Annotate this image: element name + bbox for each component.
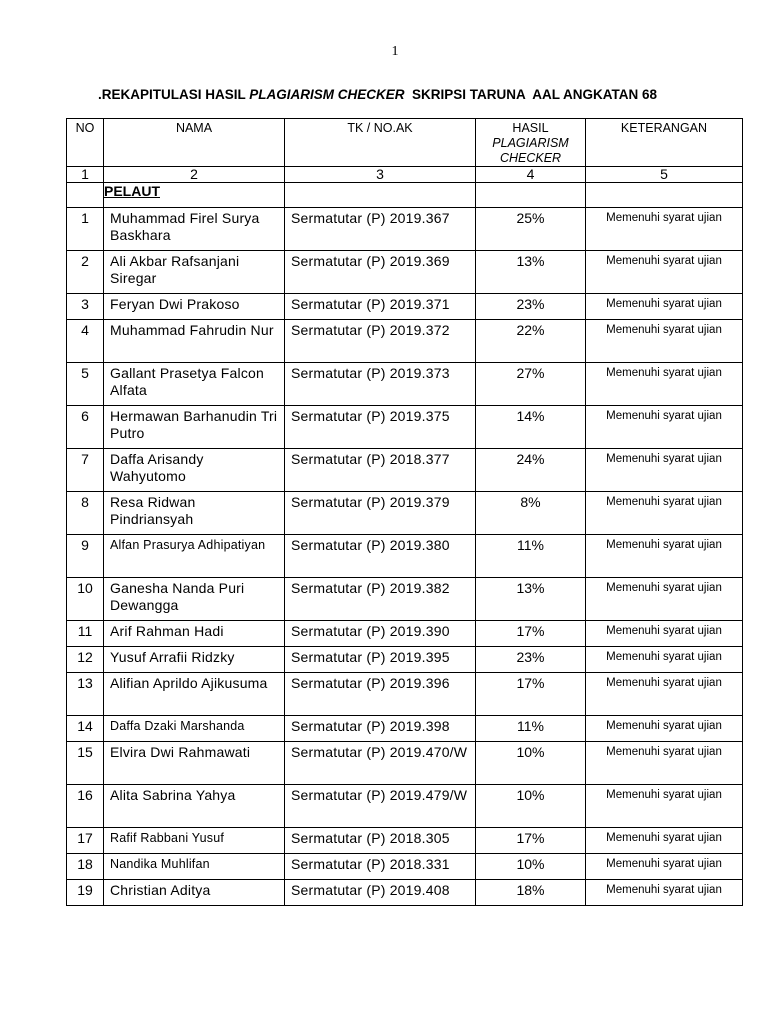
row-hasil: 13% (476, 578, 586, 621)
row-hasil: 10% (476, 785, 586, 828)
row-keterangan: Memenuhi syarat ujian (586, 449, 743, 492)
row-keterangan: Memenuhi syarat ujian (586, 208, 743, 251)
title-suffix: SKRIPSI TARUNA AAL ANGKATAN 68 (404, 87, 658, 102)
row-hasil: 18% (476, 880, 586, 906)
row-hasil: 11% (476, 535, 586, 578)
table-row (67, 854, 743, 880)
header-hasil-line3: CHECKER (499, 151, 562, 165)
column-index: 4 (476, 167, 586, 183)
table-row (67, 716, 743, 742)
row-number: 2 (67, 251, 104, 294)
row-tk-noak: Sermatutar (P) 2018.377 (285, 449, 476, 492)
table-row (67, 294, 743, 320)
row-tk-noak: Sermatutar (P) 2019.382 (285, 578, 476, 621)
row-nama: Christian Aditya (104, 880, 285, 906)
table-row (67, 578, 743, 621)
row-number: 8 (67, 492, 104, 535)
table-header-row (67, 119, 743, 167)
row-hasil: 10% (476, 854, 586, 880)
row-tk-noak: Sermatutar (P) 2019.408 (285, 880, 476, 906)
page-number: 1 (391, 44, 399, 59)
header-nama: NAMA (104, 119, 285, 167)
row-nama: Gallant Prasetya Falcon Alfata (104, 363, 285, 406)
row-nama: Ganesha Nanda Puri Dewangga (104, 578, 285, 621)
row-nama: Ali Akbar Rafsanjani Siregar (104, 251, 285, 294)
row-number: 7 (67, 449, 104, 492)
column-index: 3 (285, 167, 476, 183)
row-keterangan: Memenuhi syarat ujian (586, 880, 743, 906)
table-row (67, 449, 743, 492)
table-row (67, 320, 743, 363)
row-tk-noak: Sermatutar (P) 2019.372 (285, 320, 476, 363)
row-hasil: 11% (476, 716, 586, 742)
row-tk-noak: Sermatutar (P) 2019.396 (285, 673, 476, 716)
row-keterangan: Memenuhi syarat ujian (586, 578, 743, 621)
section-empty-cell (586, 183, 743, 208)
row-hasil: 13% (476, 251, 586, 294)
table-row (67, 828, 743, 854)
recap-table (66, 118, 743, 906)
section-label: PELAUT (104, 183, 285, 208)
row-number: 15 (67, 742, 104, 785)
table-row (67, 251, 743, 294)
row-tk-noak: Sermatutar (P) 2018.331 (285, 854, 476, 880)
row-number: 16 (67, 785, 104, 828)
table-row (67, 673, 743, 716)
row-hasil: 10% (476, 742, 586, 785)
row-nama: Resa Ridwan Pindriansyah (104, 492, 285, 535)
row-number: 1 (67, 208, 104, 251)
row-nama: Feryan Dwi Prakoso (104, 294, 285, 320)
row-nama: Alfan Prasurya Adhipatiyan (104, 535, 285, 578)
row-keterangan: Memenuhi syarat ujian (586, 320, 743, 363)
row-keterangan: Memenuhi syarat ujian (586, 828, 743, 854)
table-row (67, 363, 743, 406)
row-nama: Arif Rahman Hadi (104, 621, 285, 647)
row-hasil: 23% (476, 294, 586, 320)
row-nama: Muhammad Fahrudin Nur (104, 320, 285, 363)
column-index: 1 (67, 167, 104, 183)
row-nama: Daffa Arisandy Wahyutomo (104, 449, 285, 492)
row-hasil: 25% (476, 208, 586, 251)
section-row (67, 183, 743, 208)
section-empty-cell (285, 183, 476, 208)
row-hasil: 24% (476, 449, 586, 492)
row-tk-noak: Sermatutar (P) 2019.395 (285, 647, 476, 673)
row-tk-noak: Sermatutar (P) 2019.371 (285, 294, 476, 320)
title-prefix: .REKAPITULASI HASIL (98, 87, 250, 102)
header-tk: TK / NO.AK (285, 119, 476, 167)
column-index-row (67, 167, 743, 183)
row-keterangan: Memenuhi syarat ujian (586, 492, 743, 535)
row-keterangan: Memenuhi syarat ujian (586, 251, 743, 294)
row-tk-noak: Sermatutar (P) 2019.369 (285, 251, 476, 294)
row-nama: Alita Sabrina Yahya (104, 785, 285, 828)
table-row (67, 535, 743, 578)
row-number: 18 (67, 854, 104, 880)
row-number: 13 (67, 673, 104, 716)
row-nama: Alifian Aprildo Ajikusuma (104, 673, 285, 716)
row-hasil: 8% (476, 492, 586, 535)
row-tk-noak: Sermatutar (P) 2019.398 (285, 716, 476, 742)
header-hasil-line2: PLAGIARISM (492, 136, 569, 150)
table-row (67, 880, 743, 906)
row-nama: Yusuf Arrafii Ridzky (104, 647, 285, 673)
table-row (67, 621, 743, 647)
row-number: 10 (67, 578, 104, 621)
title-italic: PLAGIARISM CHECKER (249, 87, 405, 102)
row-nama: Rafif Rabbani Yusuf (104, 828, 285, 854)
row-number: 9 (67, 535, 104, 578)
row-keterangan: Memenuhi syarat ujian (586, 854, 743, 880)
row-hasil: 23% (476, 647, 586, 673)
row-keterangan: Memenuhi syarat ujian (586, 716, 743, 742)
row-nama: Hermawan Barhanudin Tri Putro (104, 406, 285, 449)
table-row (67, 742, 743, 785)
header-hasil (476, 119, 586, 167)
header-hasil-line1: HASIL (512, 121, 549, 135)
row-tk-noak: Sermatutar (P) 2019.390 (285, 621, 476, 647)
row-keterangan: Memenuhi syarat ujian (586, 785, 743, 828)
column-index: 2 (104, 167, 285, 183)
row-keterangan: Memenuhi syarat ujian (586, 742, 743, 785)
row-hasil: 17% (476, 621, 586, 647)
row-number: 19 (67, 880, 104, 906)
row-tk-noak: Sermatutar (P) 2019.375 (285, 406, 476, 449)
row-nama: Elvira Dwi Rahmawati (104, 742, 285, 785)
row-tk-noak: Sermatutar (P) 2018.305 (285, 828, 476, 854)
table-row (67, 647, 743, 673)
row-hasil: 17% (476, 828, 586, 854)
row-number: 17 (67, 828, 104, 854)
row-number: 4 (67, 320, 104, 363)
row-tk-noak: Sermatutar (P) 2019.479/W (285, 785, 476, 828)
row-nama: Muhammad Firel Surya Baskhara (104, 208, 285, 251)
row-nama: Daffa Dzaki Marshanda (104, 716, 285, 742)
row-number: 12 (67, 647, 104, 673)
table-row (67, 208, 743, 251)
row-keterangan: Memenuhi syarat ujian (586, 535, 743, 578)
row-keterangan: Memenuhi syarat ujian (586, 647, 743, 673)
row-number: 11 (67, 621, 104, 647)
row-hasil: 14% (476, 406, 586, 449)
row-hasil: 22% (476, 320, 586, 363)
row-hasil: 17% (476, 673, 586, 716)
row-hasil: 27% (476, 363, 586, 406)
row-keterangan: Memenuhi syarat ujian (586, 621, 743, 647)
row-tk-noak: Sermatutar (P) 2019.367 (285, 208, 476, 251)
row-number: 6 (67, 406, 104, 449)
document-title (98, 87, 657, 102)
row-keterangan: Memenuhi syarat ujian (586, 363, 743, 406)
table-row (67, 785, 743, 828)
section-empty-cell (476, 183, 586, 208)
section-empty-cell (67, 183, 104, 208)
header-keterangan: KETERANGAN (586, 119, 743, 167)
row-number: 14 (67, 716, 104, 742)
row-tk-noak: Sermatutar (P) 2019.380 (285, 535, 476, 578)
row-number: 5 (67, 363, 104, 406)
row-keterangan: Memenuhi syarat ujian (586, 673, 743, 716)
row-tk-noak: Sermatutar (P) 2019.373 (285, 363, 476, 406)
row-number: 3 (67, 294, 104, 320)
column-index: 5 (586, 167, 743, 183)
table-row (67, 492, 743, 535)
table-row (67, 406, 743, 449)
row-tk-noak: Sermatutar (P) 2019.470/W (285, 742, 476, 785)
row-tk-noak: Sermatutar (P) 2019.379 (285, 492, 476, 535)
row-keterangan: Memenuhi syarat ujian (586, 406, 743, 449)
row-nama: Nandika Muhlifan (104, 854, 285, 880)
row-keterangan: Memenuhi syarat ujian (586, 294, 743, 320)
header-no: NO (67, 119, 104, 167)
